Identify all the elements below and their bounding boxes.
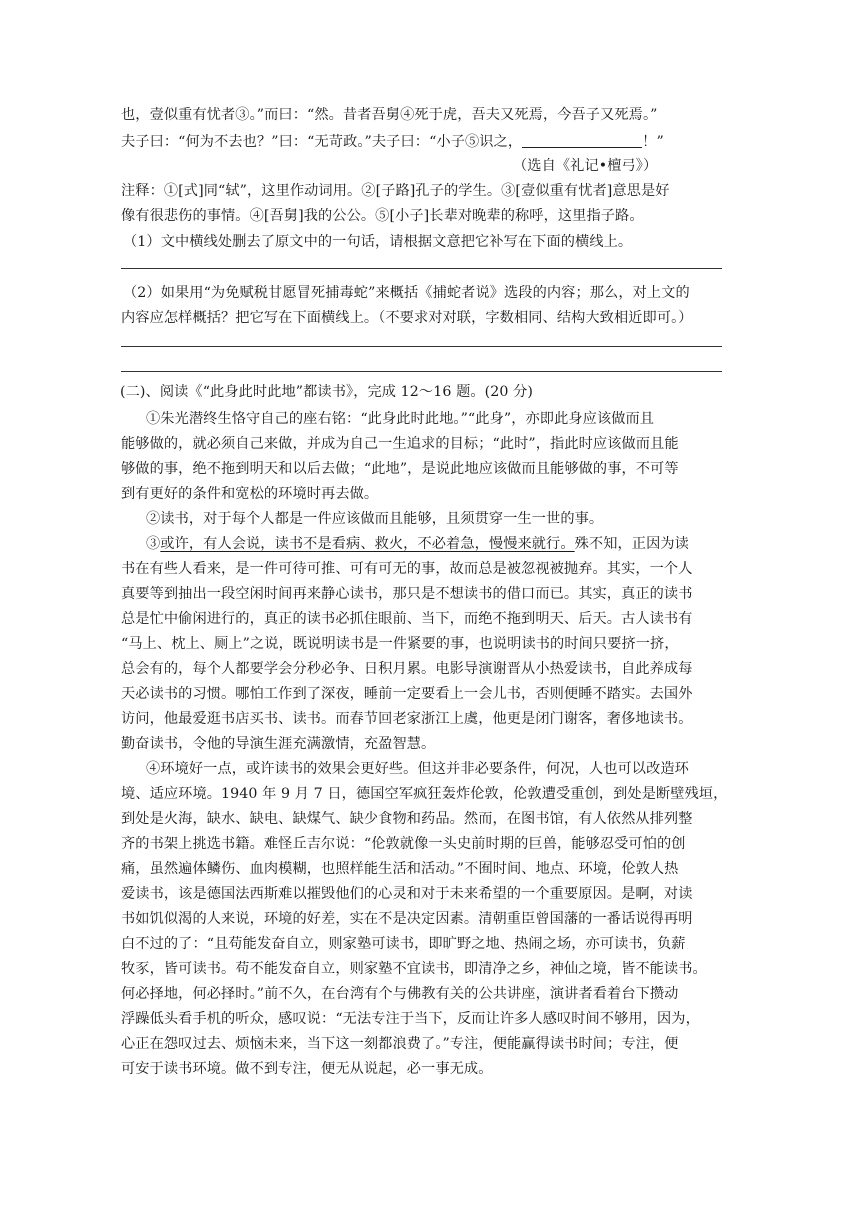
paragraph-4-line: 可安于读书环境。做不到专注，便无从说起，必一事无成。	[121, 1061, 493, 1077]
paragraph-3-line: 总是忙中偷闲进行的，真正的读书必抓住眼前、当下，而绝不拖到明天、后天。古人读书有	[121, 611, 693, 627]
source-citation: （选自《礼记•檀弓》）	[513, 158, 658, 174]
answer-line-1[interactable]	[121, 268, 722, 269]
paragraph-4-line: 到处是火海，缺水、缺电、缺煤气、缺少食物和药品。然而，在图书馆，有人依然从排列整	[121, 811, 693, 827]
question-2: （2）如果用“为免赋税甘愿冒死捕毒蛇”来概括《捕蛇者说》选段的内容；那么，对上文的	[123, 285, 690, 301]
paragraph-1-line: 够做的事，绝不拖到明天和以后去做；“此地”，是说此地应该做而且能够做的事，不可等	[121, 461, 679, 477]
paragraph-4-line: 境、适应环境。1940 年 9 月 7 日，德国空军疯狂轰炸伦敦，伦敦遭受重创，到处是断壁残垣，	[121, 786, 728, 802]
fill-in-blank[interactable]	[522, 133, 642, 148]
paragraph-3-line: 书在有些人看来，是一件可待可推、可有可无的事，故而总是被忽视被抛弃。其实，一个人	[121, 561, 693, 577]
paragraph-1-line: 到有更好的条件和宽松的环境时再去做。	[121, 486, 379, 502]
paragraph-2: ②读书，对于每个人都是一件应该做而且能够，且须贯穿一生一世的事。	[146, 511, 604, 527]
paragraph-4-line: 书如饥似渴的人来说，环境的好差，实在不是决定因素。清朝重臣曾国藩的一番话说得再明	[121, 911, 693, 927]
underlined-sentence: 或许，有人会说，读书不是看病、救火，不必着急，慢慢来就行。	[160, 536, 575, 552]
question-2-cont: 内容应怎样概括？把它写在下面横线上。（不要求对对联，字数相同、结构大致相近即可。）	[121, 310, 693, 326]
paragraph-4-line: 牧豕，皆可读书。苟不能发奋自立，则家塾不宜读书，即清净之乡，神仙之境，皆不能读书。	[121, 961, 707, 977]
question-1: （1）文中横线处删去了原文中的一句话，请根据文意把它补写在下面的横线上。	[123, 234, 633, 250]
paragraph-3-line: 天必读书的习惯。哪怕工作到了深夜，睡前一定要看上一会儿书，否则便睡不踏实。去国外	[121, 686, 693, 702]
paragraph-4-line: 浮躁低头看手机的听众，感叹说：“无法专注于当下，反而让许多人感叹时间不够用，因为，	[121, 1011, 700, 1027]
paragraph-3-line: 真要等到抽出一段空闲时间再来静心读书，那只是不想读书的借口而已。其实，真正的读书	[121, 586, 693, 602]
paragraph-1-line: ①朱光潜终生恪守自己的座右铭：“此身此时此地。”“此身”，亦即此身应该做而且	[146, 411, 655, 427]
paragraph-1-line: 能够做的，就必须自己来做，并成为自己一生追求的目标；“此时”，指此时应该做而且能	[121, 436, 679, 452]
notes-line: 像有很悲伤的事情。④[吾舅]我的公公。⑤[小子]长辈对晚辈的称呼，这里指子路。	[121, 208, 644, 224]
paragraph-3-line: 访问，他最爱逛书店买书、读书。而春节回老家浙江上虞，他更是闭门谢客，奢侈地读书。	[121, 711, 693, 727]
answer-line-2a[interactable]	[121, 346, 722, 347]
paragraph-3-line: ③或许，有人会说，读书不是看病、救火，不必着急，慢慢来就行。殊不知，正因为读	[146, 536, 689, 552]
section-heading: (二)、阅读《“此身此时此地”都读书》，完成 12～16 题。(20 分)	[120, 384, 534, 400]
paragraph-4-line: 白不过的了：“且苟能发奋自立，则家塾可读书，即旷野之地、热闹之场，亦可读书，负薪	[121, 936, 686, 952]
paragraph-4-line: 何必择地，何必择时。”前不久，在台湾有个与佛教有关的公共讲座，演讲者看着台下攒动	[121, 986, 679, 1002]
answer-line-2b[interactable]	[121, 371, 722, 372]
paragraph-4-line: 爱读书，该是德国法西斯难以摧毁他们的心灵和对于未来希望的一个重要原因。是啊，对读	[121, 886, 693, 902]
notes-line: 注释：①[式]同“轼”，这里作动词用。②[子路]孔子的学生。③[壹似重有忧者]意思是好	[121, 183, 670, 199]
paragraph-3-line: 勤奋读书，令他的导演生涯充满激情，充盈智慧。	[121, 736, 436, 752]
paragraph-3-line: 总会有的，每个人都要学会分秒必争、日积月累。电影导演谢晋从小热爱读书，自此养成每	[121, 661, 693, 677]
paragraph-3-line: “马上、枕上、厕上”之说，既说明读书是一件紧要的事，也说明读书的时间只要挤一挤，	[121, 636, 679, 652]
paragraph-4-line: 痛，虽然遍体鳞伤、血肉模糊，也照样能生活和活动。”不囿时间、地点、环境，伦敦人热	[121, 861, 679, 877]
passage-line: 也，壹似重有忧者③。”而曰：“然。昔者吾舅④死于虎，吾夫又死焉，今吾子又死焉。”	[121, 107, 658, 123]
paragraph-4-line: 齐的书架上挑选书籍。难怪丘吉尔说：“伦敦就像一头史前时期的巨兽，能够忍受可怕的创	[121, 836, 686, 852]
paragraph-4-line: 心正在怨叹过去、烦恼未来，当下这一刻都浪费了。”专注，便能赢得读书时间；专注，便	[121, 1036, 679, 1052]
passage-line: 夫子曰：“何为不去也？”曰：“无苛政。”夫子曰：“小子⑤识之， ！”	[121, 134, 664, 150]
paragraph-4-line: ④环境好一点，或许读书的效果会更好些。但这并非必要条件，何况，人也可以改造环	[146, 761, 689, 777]
